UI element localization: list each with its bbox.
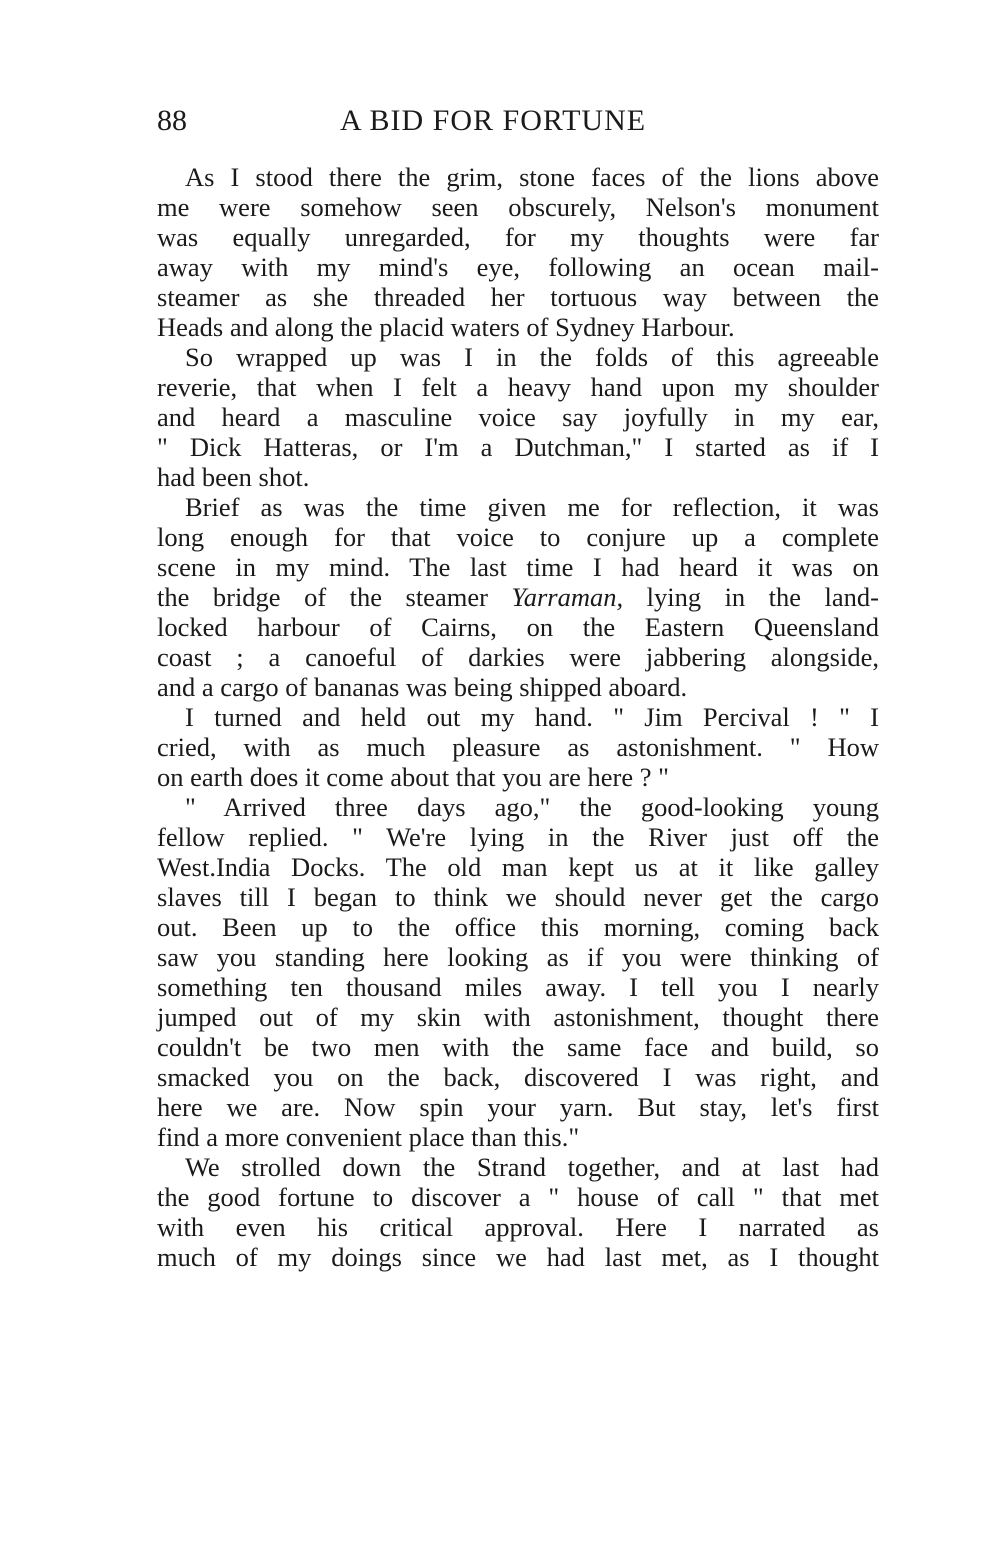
paragraph-3 [157, 492, 879, 702]
text-fragment: lying in the land- [623, 582, 879, 612]
paragraph-6 [157, 1152, 879, 1272]
text-line: away with my mind's eye, following an ocean mail- [157, 252, 879, 282]
paragraph-1 [157, 162, 879, 342]
text-line: smacked you on the back, discovered I was right, and [157, 1062, 879, 1092]
paragraph-5 [157, 792, 879, 1152]
text-line: " Dick Hatteras, or I'm a Dutchman," I started as if I [157, 432, 879, 462]
text-line: on earth does it come about that you are here ? " [157, 762, 669, 792]
text-line: We strolled down the Strand together, and at last had [185, 1152, 879, 1182]
text-fragment: the bridge of the steamer [157, 582, 512, 612]
text-line: So wrapped up was I in the folds of this agreeable [185, 342, 879, 372]
page-number: 88 [157, 104, 187, 137]
text-line: reverie, that when I felt a heavy hand upon my shoulder [157, 372, 879, 402]
ship-name: Yarraman, [511, 582, 624, 612]
text-line: " Arrived three days ago," the good-looking young [185, 792, 879, 822]
running-title: A BID FOR FORTUNE [340, 104, 647, 137]
text-line: and heard a masculine voice say joyfully in my ear, [157, 402, 879, 432]
text-line: I turned and held out my hand. " Jim Percival ! " I [185, 702, 879, 732]
text-line: slaves till I began to think we should never get the cargo [157, 882, 879, 912]
text-line: with even his critical approval. Here I narrated as [157, 1212, 879, 1242]
text-line: out. Been up to the office this morning, coming back [157, 912, 879, 942]
text-line: something ten thousand miles away. I tell you I nearly [157, 972, 879, 1002]
text-line: had been shot. [157, 462, 310, 492]
text-line: coast ; a canoeful of darkies were jabbering alongside, [157, 642, 879, 672]
text-line: jumped out of my skin with astonishment, thought there [157, 1002, 879, 1032]
text-line: locked harbour of Cairns, on the Eastern Queensland [157, 612, 879, 642]
paragraph-2 [157, 342, 879, 492]
text-line: couldn't be two men with the same face and build, so [157, 1032, 879, 1062]
text-line: saw you standing here looking as if you were thinking of [157, 942, 879, 972]
text-line: here we are. Now spin your yarn. But stay, let's first [157, 1092, 879, 1122]
paragraph-4 [157, 702, 879, 792]
text-line: me were somehow seen obscurely, Nelson's monument [157, 192, 879, 222]
body-text [157, 162, 879, 1272]
text-line: Heads and along the placid waters of Sydney Harbour. [157, 312, 735, 342]
text-line: much of my doings since we had last met, as I thought [157, 1242, 879, 1272]
text-line: long enough for that voice to conjure up a complete [157, 522, 879, 552]
text-line: find a more convenient place than this." [157, 1122, 580, 1152]
text-line-ship [157, 582, 879, 612]
text-line: and a cargo of bananas was being shipped aboard. [157, 672, 688, 702]
text-line: As I stood there the grim, stone faces of the lions above [185, 162, 879, 192]
text-line: Brief as was the time given me for reflection, it was [185, 492, 879, 522]
text-line: scene in my mind. The last time I had heard it was on [157, 552, 879, 582]
text-line: steamer as she threaded her tortuous way between the [157, 282, 879, 312]
text-line: the good fortune to discover a " house of call " that met [157, 1182, 879, 1212]
text-line: was equally unregarded, for my thoughts were far [157, 222, 879, 252]
text-line: fellow replied. " We're lying in the River just off the [157, 822, 879, 852]
text-line: cried, with as much pleasure as astonishment. " How [157, 732, 879, 762]
text-line: West.India Docks. The old man kept us at it like galley [157, 852, 879, 882]
